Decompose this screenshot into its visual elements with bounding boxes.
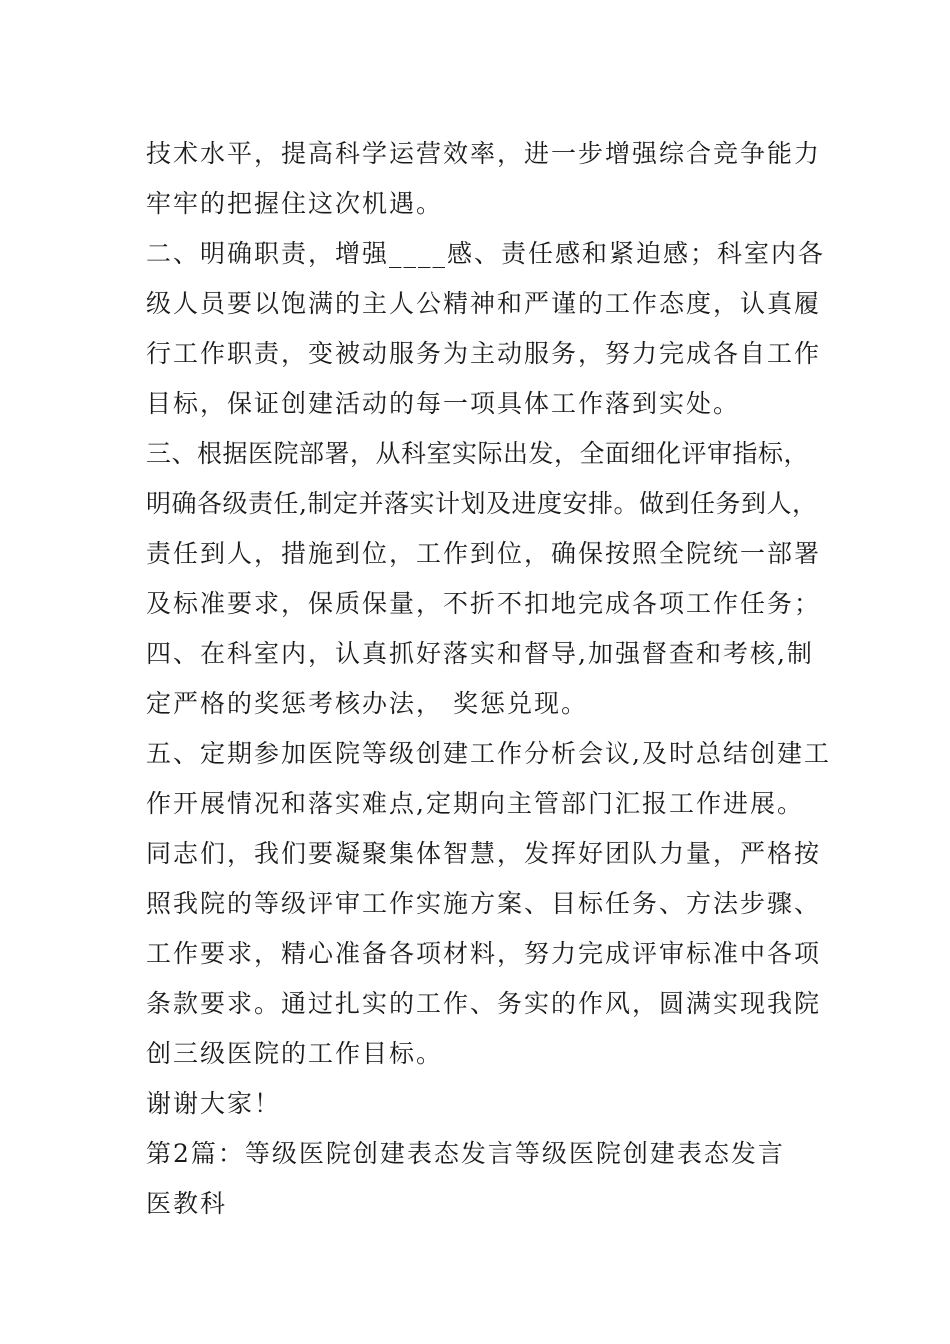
text-line: 及标准要求，保质保量，不折不扣地完成各项工作任务； [146, 589, 822, 618]
document-body [146, 129, 836, 1229]
text-line: 技术水平，提高科学运营效率，进一步增强综合竞争能力 [146, 139, 822, 168]
text-line: 五、定期参加医院等级创建工作分析会议,及时总结创建工 [146, 739, 831, 768]
text-line: 四、在科室内，认真抓好落实和督导,加强督查和考核,制 [146, 639, 814, 668]
text-line: 作开展情况和落实难点,定期向主管部门汇报工作进展。 [146, 789, 804, 818]
text-line: 二、明确职责，增强____感、责任感和紧迫感；科室内各 [146, 239, 826, 268]
text-line: 目标，保证创建活动的每一项具体工作落到实处。 [146, 389, 741, 418]
text-line: 谢谢大家！ [146, 1089, 282, 1118]
text-line: 创三级医院的工作目标。 [146, 1039, 444, 1068]
text-line: 工作要求，精心准备各项材料，努力完成评审标准中各项 [146, 939, 822, 968]
text-line: 责任到人，措施到位，工作到位，确保按照全院统一部署 [146, 539, 822, 568]
department-label: 医教科 [146, 1189, 228, 1218]
text-line: 照我院的等级评审工作实施方案、目标任务、方法步骤、 [146, 889, 822, 918]
text-line: 级人员要以饱满的主人公精神和严谨的工作态度，认真履 [146, 289, 822, 318]
text-line: 同志们，我们要凝聚集体智慧，发挥好团队力量，严格按 [146, 839, 822, 868]
text-line: 行工作职责，变被动服务为主动服务，努力完成各自工作 [146, 339, 822, 368]
section-heading: 第2篇：等级医院创建表态发言等级医院创建表态发言 [146, 1139, 785, 1168]
text-line: 明确各级责任,制定并落实计划及进度安排。做到任务到人， [146, 489, 818, 518]
text-line: 定严格的奖惩考核办法， 奖惩兑现。 [146, 689, 588, 718]
text-line: 条款要求。通过扎实的工作、务实的作风，圆满实现我院 [146, 989, 822, 1018]
text-line: 牢牢的把握住这次机遇。 [146, 189, 444, 218]
text-line: 三、根据医院部署，从科室实际出发，全面细化评审指标， [146, 439, 810, 468]
